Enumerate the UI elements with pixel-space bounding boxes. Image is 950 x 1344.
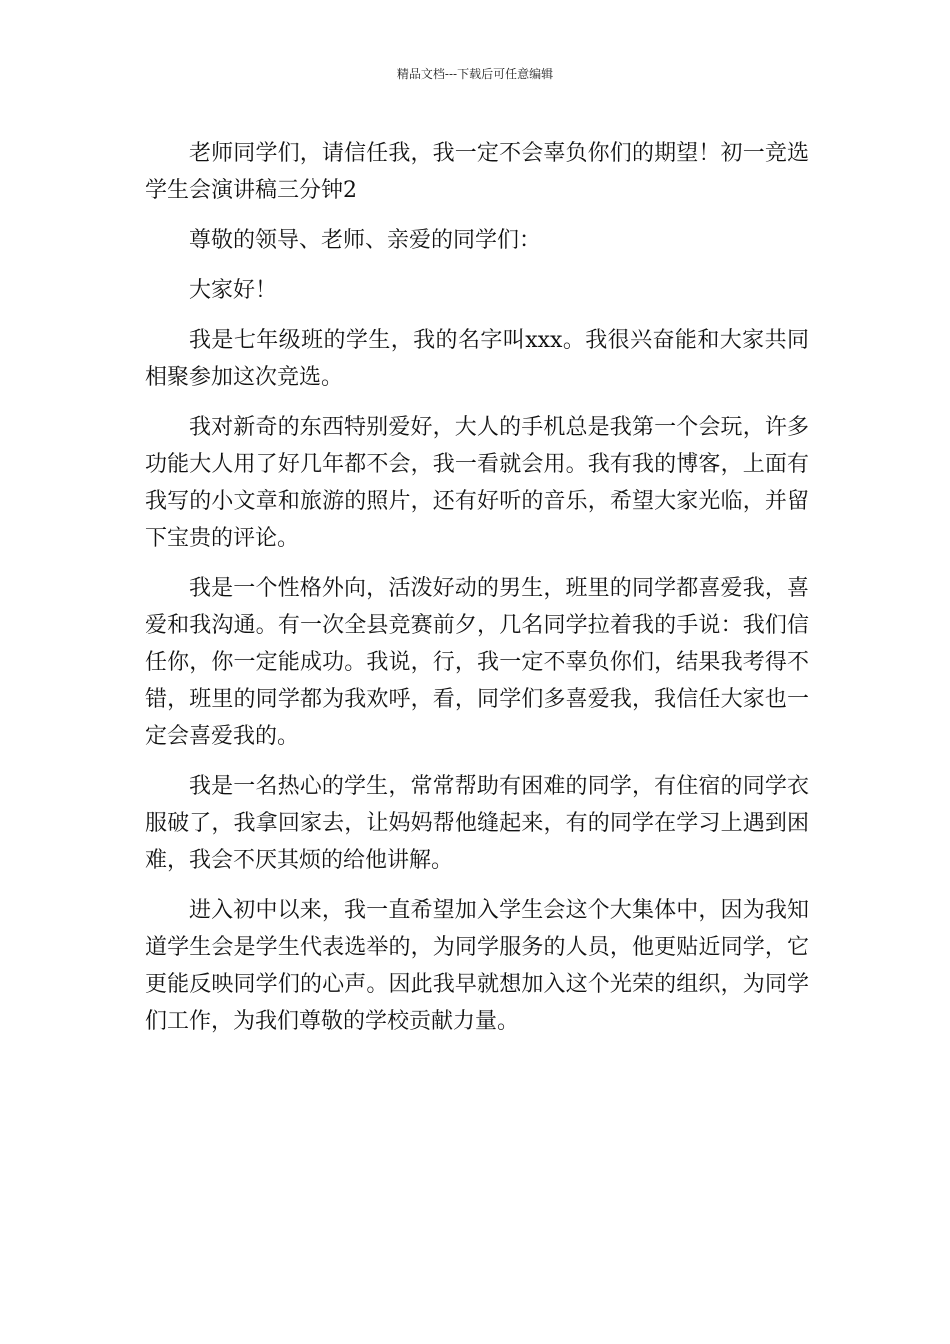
paragraph-personality: 我是一个性格外向，活泼好动的男生，班里的同学都喜爱我，喜爱和我沟通。有一次全县竞赛前夕，几名同学拉着我的手说：我们信任你，你一定能成功。我说，行，我一定不辜负你们，结果我考得不错，班里的同学都为我欢呼，看，同学们多喜爱我，我信任大家也一定会喜爱我的。 — [145, 576, 809, 749]
paragraph-closing-and-title: 老师同学们，请信任我，我一定不会辜负你们的期望！初一竞选学生会演讲稿三分钟2 — [145, 141, 809, 203]
paragraph-introduction: 我是七年级班的学生，我的名字叫xxx。我很兴奋能和大家共同相聚参加这次竞选。 — [145, 328, 809, 390]
paragraph-helpfulness: 我是一名热心的学生，常常帮助有困难的同学，有住宿的同学衣服破了，我拿回家去，让妈妈帮他缝起来，有的同学在学习上遇到困难，我会不厌其烦的给他讲解。 — [145, 774, 809, 873]
paragraph-motivation: 进入初中以来，我一直希望加入学生会这个大集体中，因为我知道学生会是学生代表选举的，为同学服务的人员，他更贴近同学，它更能反映同学们的心声。因此我早就想加入这个光荣的组织，为同学们工作，为我们尊敬的学校贡献力量。 — [145, 898, 809, 1034]
paragraph-hobbies: 我对新奇的东西特别爱好，大人的手机总是我第一个会玩，许多功能大人用了好几年都不会，我一看就会用。我有我的博客，上面有我写的小文章和旅游的照片，还有好听的音乐，希望大家光临，并留下宝贵的评论。 — [145, 415, 809, 551]
paragraph-greeting: 大家好！ — [189, 278, 278, 303]
document-body — [145, 135, 809, 1040]
paragraph-salutation: 尊敬的领导、老师、亲爱的同学们： — [189, 228, 542, 253]
page-header: 精品文档---下载后可任意编辑 — [396, 67, 554, 81]
